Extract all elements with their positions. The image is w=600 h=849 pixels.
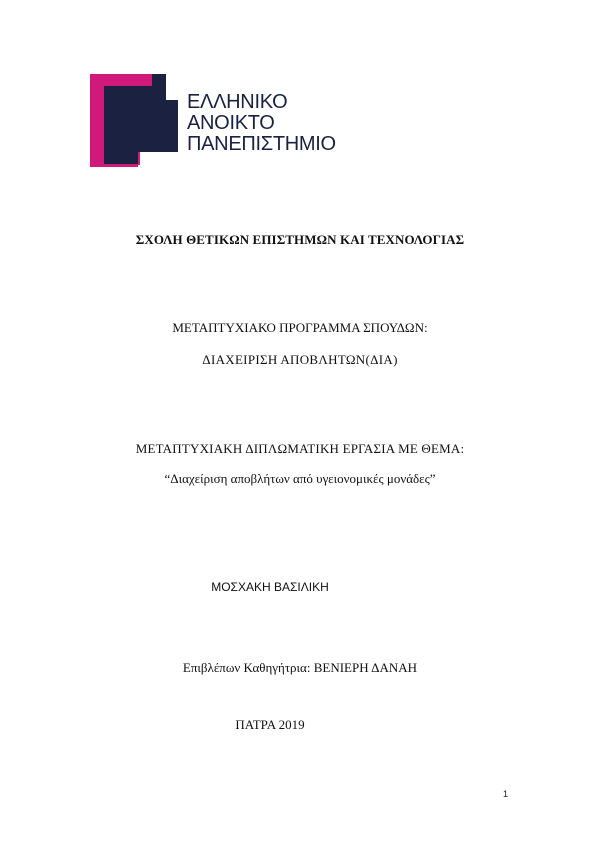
university-logo-mark-icon bbox=[90, 72, 180, 167]
university-logo bbox=[90, 72, 350, 167]
program-label: ΜΕΤΑΠΤΥΧΙΑΚΟ ΠΡΟΓΡΑΜΜΑ ΣΠΟΥΔΩΝ: bbox=[172, 320, 428, 335]
supervisor-line: Επιβλέπων Καθηγήτρια: ΒΕΝΙΕΡΗ ΔΑΝΑΗ bbox=[182, 660, 418, 675]
author-name: ΜΟΣΧΑΚΗ ΒΑΣΙΛΙΚΗ bbox=[211, 580, 329, 594]
page-number: 1 bbox=[503, 789, 509, 799]
thesis-title: “Διαχείριση αποβλήτων από υγειονομικές μονάδες” bbox=[164, 471, 436, 486]
thesis-heading: ΜΕΤΑΠΤΥΧΙΑΚΗ ΔΙΠΛΩΜΑΤΙΚΗ ΕΡΓΑΣΙΑ ΜΕ ΘΕΜΑ: bbox=[135, 441, 465, 456]
logo-line-1: ΕΛΛΗΝΙΚΟ bbox=[187, 91, 288, 113]
program-name: ΔΙΑΧΕΙΡΙΣΗ ΑΠΟΒΛΗΤΩΝ(ΔΙΑ) bbox=[202, 352, 398, 367]
place-year: ΠΑΤΡΑ 2019 bbox=[235, 717, 305, 732]
university-logo-text bbox=[187, 92, 336, 155]
logo-line-3: ΠΑΝΕΠΙΣΤΗΜΙΟ bbox=[187, 133, 336, 155]
school-name: ΣΧΟΛΗ ΘΕΤΙΚΩΝ ΕΠΙΣΤΗΜΩΝ ΚΑΙ ΤΕΧΝΟΛΟΓΙΑΣ bbox=[135, 232, 465, 247]
logo-line-2: ΑΝΟΙΚΤΟ bbox=[187, 112, 275, 134]
